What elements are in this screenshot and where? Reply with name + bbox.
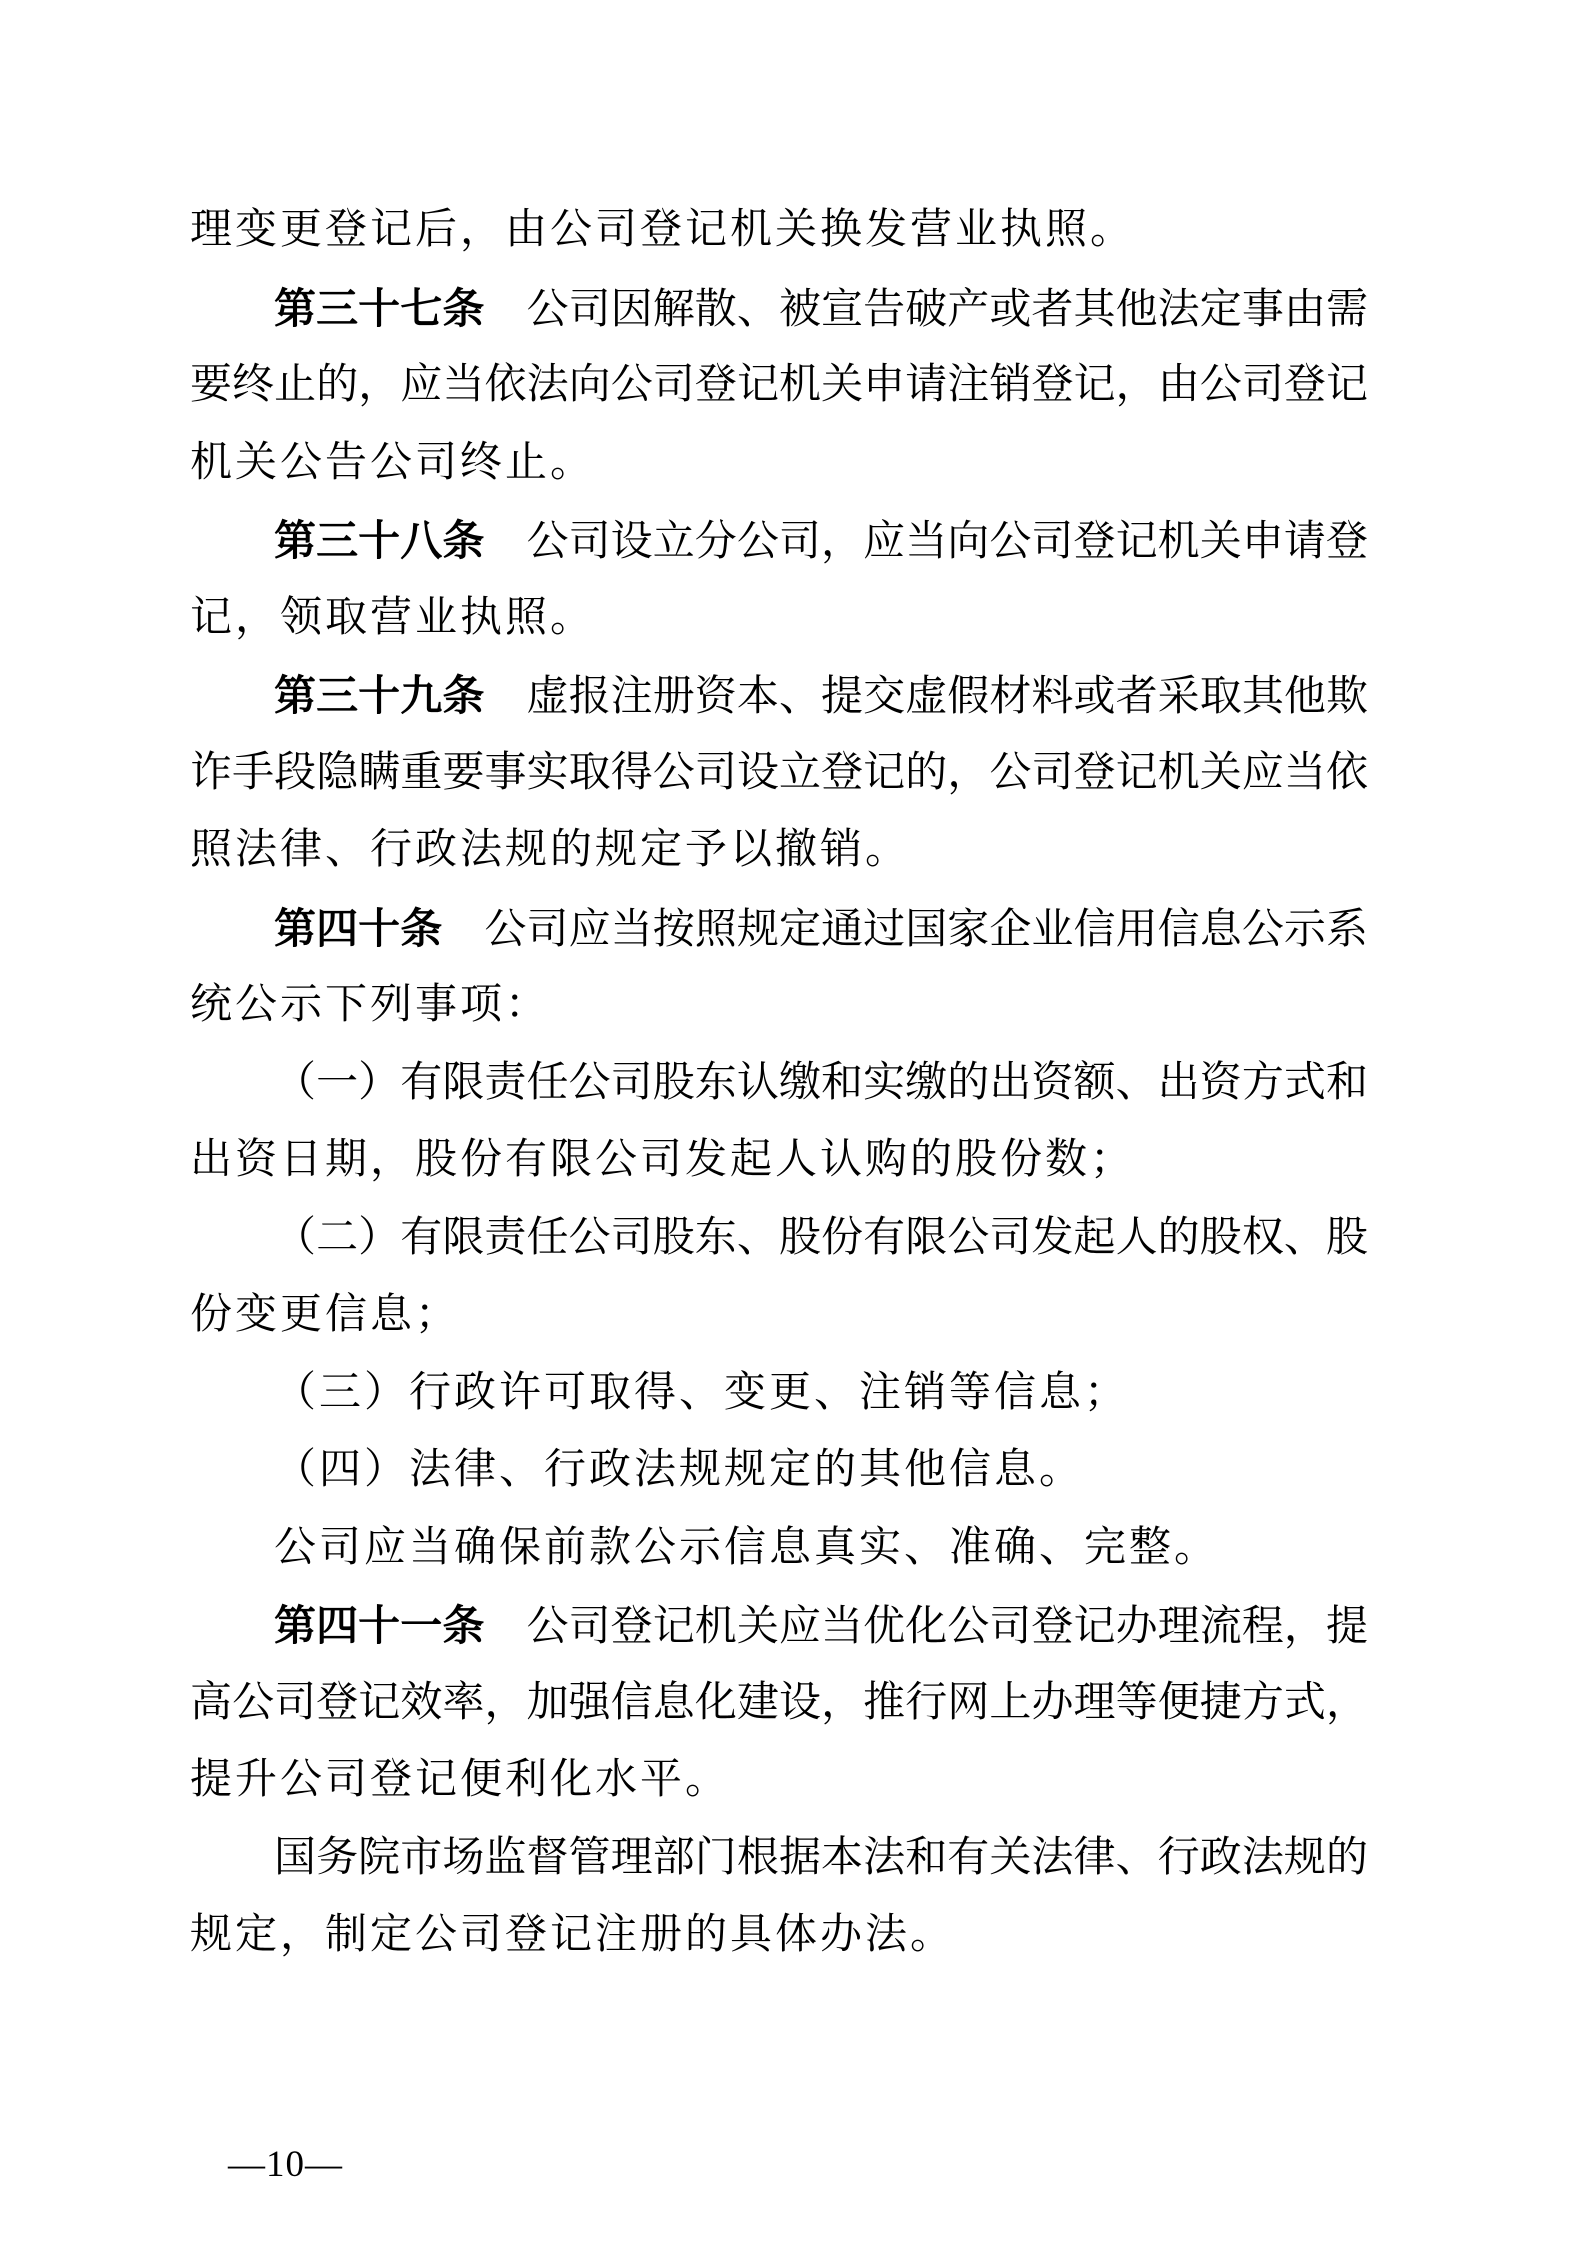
text-segment: 高公司登记效率，加强信息化建设，推行网上办理等便捷方式， (190, 1679, 1368, 1726)
text-segment: 出资日期，股份有限公司发起人认购的股份数； (190, 1137, 1136, 1183)
text-line (190, 735, 1368, 813)
text-segment: 理变更登记后，由公司登记机关换发营业执照。 (190, 207, 1136, 253)
text-line (190, 1355, 1368, 1433)
text-segment: 公司应当确保前款公示信息真实、准确、完整。 (274, 1524, 1220, 1571)
text-segment: 诈手段隐瞒重要事实取得公司设立登记的，公司登记机关应当依 (190, 749, 1368, 796)
text-line (190, 1045, 1368, 1123)
text-segment: 机关公告公司终止。 (190, 439, 596, 486)
text-segment: （四）法律、行政法规规定的其他信息。 (274, 1447, 1085, 1493)
text-line (190, 1510, 1368, 1588)
article-number: 第三十九条 (274, 672, 485, 719)
text-segment: 规定，制定公司登记注册的具体办法。 (190, 1912, 956, 1958)
text-line (190, 270, 1368, 348)
text-line (190, 1587, 1368, 1665)
text-line (190, 1665, 1368, 1743)
text-segment: 份变更信息； (190, 1292, 461, 1338)
text-segment: 虚报注册资本、提交虚假材料或者采取其他欺 (484, 674, 1368, 720)
text-segment: （一）有限责任公司股东认缴和实缴的出资额、出资方式和 (274, 1059, 1368, 1106)
text-line (190, 1277, 1368, 1355)
text-segment: 照法律、行政法规的规定予以撤销。 (190, 827, 911, 873)
text-line (190, 1820, 1368, 1898)
text-segment: 公司因解散、被宣告破产或者其他法定事由需 (484, 286, 1368, 333)
text-segment: 提升公司登记便利化水平。 (190, 1757, 731, 1803)
text-line (190, 1122, 1368, 1200)
article-number: 第四十条 (274, 904, 443, 952)
text-segment: 统公示下列事项： (190, 982, 551, 1028)
text-segment: 记，领取营业执照。 (190, 594, 596, 641)
text-line (190, 1897, 1368, 1975)
text-segment: （二）有限责任公司股东、股份有限公司发起人的股权、股 (274, 1214, 1368, 1261)
text-line (190, 192, 1368, 270)
document-text-block (190, 192, 1368, 1975)
article-number: 第四十一条 (274, 1602, 485, 1649)
page-number: —10— (228, 2144, 343, 2185)
text-segment: （三）行政许可取得、变更、注销等信息； (274, 1369, 1130, 1416)
text-line (190, 1432, 1368, 1510)
text-line (190, 967, 1368, 1045)
text-line (190, 347, 1368, 425)
text-line (190, 1200, 1368, 1278)
text-line (190, 812, 1368, 890)
text-line (190, 425, 1368, 503)
text-line (190, 1742, 1368, 1820)
text-segment: 要终止的，应当依法向公司登记机关申请注销登记，由公司登记 (190, 362, 1368, 408)
text-segment: 公司登记机关应当优化公司登记办理流程，提 (484, 1604, 1368, 1650)
text-line (190, 580, 1368, 658)
text-segment: 公司设立分公司，应当向公司登记机关申请登 (484, 519, 1368, 565)
article-number: 第三十七条 (274, 284, 485, 332)
text-line (190, 657, 1368, 735)
article-number: 第三十八条 (274, 517, 485, 564)
text-line (190, 890, 1368, 968)
text-line (190, 502, 1368, 580)
text-segment: 国务院市场监督管理部门根据本法和有关法律、行政法规的 (274, 1834, 1368, 1881)
text-segment: 公司应当按照规定通过国家企业信用信息公示系 (442, 906, 1368, 953)
